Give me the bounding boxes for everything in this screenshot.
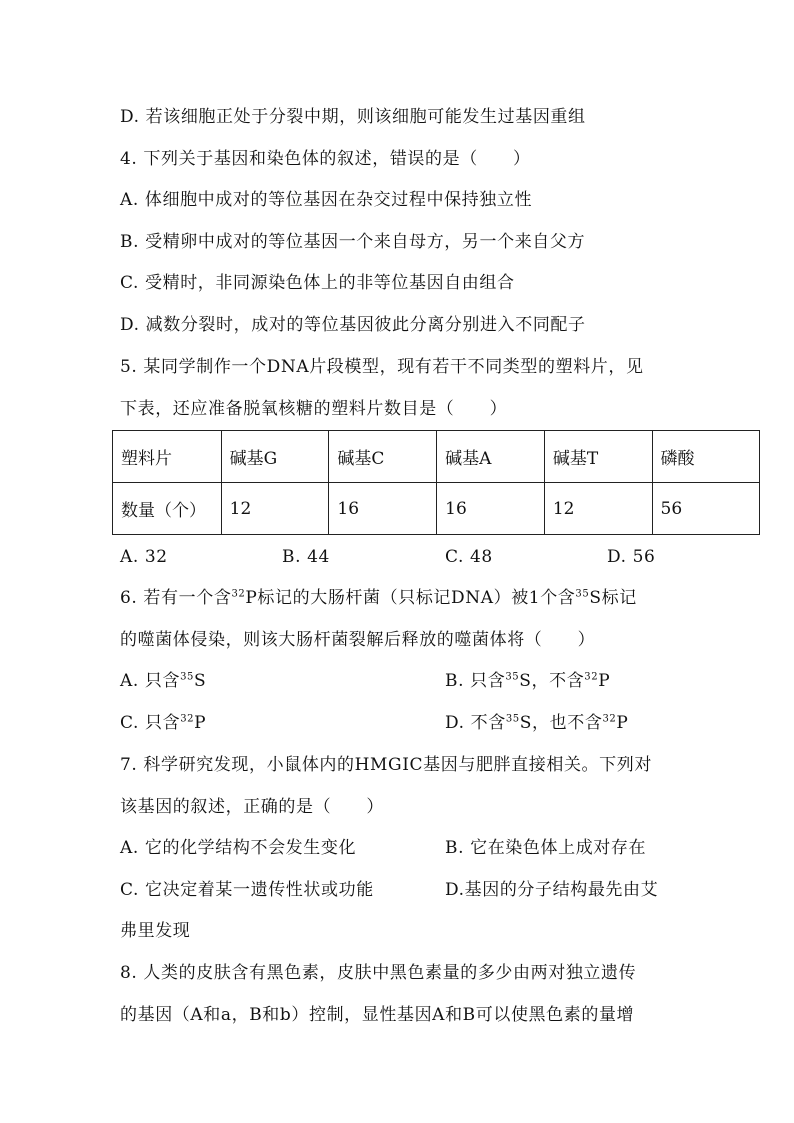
q8-stem-line2: 的基因（A和a，B和b）控制，显性基因A和B可以使黑色素的量增 [120, 1005, 635, 1025]
q4-option-c: C. 受精时，非同源染色体上的非等位基因自由组合 [120, 273, 515, 293]
q6-stem-line1: 6. 若有一个含$^{32}$P标记的大肠杆菌（只标记DNA）被1个含$^{35}$S标记 [120, 588, 637, 608]
q7-stem-line2: 该基因的叙述，正确的是（ ） [120, 797, 384, 817]
q8-stem-line1: 8. 人类的皮肤含有黑色素，皮肤中黑色素量的多少由两对独立遗传 [120, 963, 637, 983]
table-header-cell: 塑料片 [113, 431, 222, 483]
q4-option-a: A. 体细胞中成对的等位基因在杂交过程中保持独立性 [120, 190, 533, 210]
q5-option-c: C. 48 [445, 547, 493, 567]
table-header-cell: 碱基T [544, 431, 652, 483]
q7-stem-line1: 7. 科学研究发现，小鼠体内的HMGIC基因与肥胖直接相关。下列对 [120, 755, 652, 775]
q3-option-d: D. 若该细胞正处于分裂中期，则该细胞可能发生过基因重组 [120, 107, 586, 127]
q5-option-d: D. 56 [607, 547, 656, 567]
table-header-cell: 碱基A [437, 431, 545, 483]
plastic-pieces-table [112, 430, 760, 535]
table-cell: 12 [544, 483, 652, 535]
table-row [113, 483, 760, 535]
q4-stem: 4. 下列关于基因和染色体的叙述，错误的是（ ） [120, 149, 531, 169]
q6-stem-line2: 的噬菌体侵染，则该大肠杆菌裂解后释放的噬菌体将（ ） [120, 630, 596, 650]
q7-option-a: A. 它的化学结构不会发生变化 [120, 838, 357, 858]
table-header-row [113, 431, 760, 483]
q6-option-c: C. 只含$^{32}$P [120, 713, 207, 733]
table-cell: 12 [221, 483, 329, 535]
table-cell: 16 [329, 483, 437, 535]
q5-stem-line1: 5. 某同学制作一个DNA片段模型，现有若干不同类型的塑料片，见 [120, 357, 644, 377]
q7-option-d-wrap: 弗里发现 [120, 921, 191, 941]
q5-stem-line2: 下表，还应准备脱氧核糖的塑料片数目是（ ） [120, 399, 508, 419]
table-row-label: 数量（个） [113, 483, 222, 535]
q7-option-d: D.基因的分子结构最先由艾 [445, 880, 659, 900]
q7-option-c: C. 它决定着某一遗传性状或功能 [120, 880, 374, 900]
q6-option-d: D. 不含$^{35}$S，也不含$^{32}$P [445, 713, 629, 733]
q6-option-a: A. 只含$^{35}$S [120, 671, 207, 691]
table-header-cell: 碱基G [221, 431, 329, 483]
q4-option-b: B. 受精卵中成对的等位基因一个来自母方，另一个来自父方 [120, 232, 586, 252]
q5-option-a: A. 32 [120, 547, 168, 567]
table-cell: 16 [437, 483, 545, 535]
q4-option-d: D. 减数分裂时，成对的等位基因彼此分离分别进入不同配子 [120, 315, 586, 335]
q7-option-b: B. 它在染色体上成对存在 [445, 838, 647, 858]
table-header-cell: 碱基C [329, 431, 437, 483]
table-cell: 56 [652, 483, 759, 535]
q6-option-b: B. 只含$^{35}$S，不含$^{32}$P [445, 671, 611, 691]
q5-option-b: B. 44 [282, 547, 330, 567]
table-header-cell: 磷酸 [652, 431, 759, 483]
